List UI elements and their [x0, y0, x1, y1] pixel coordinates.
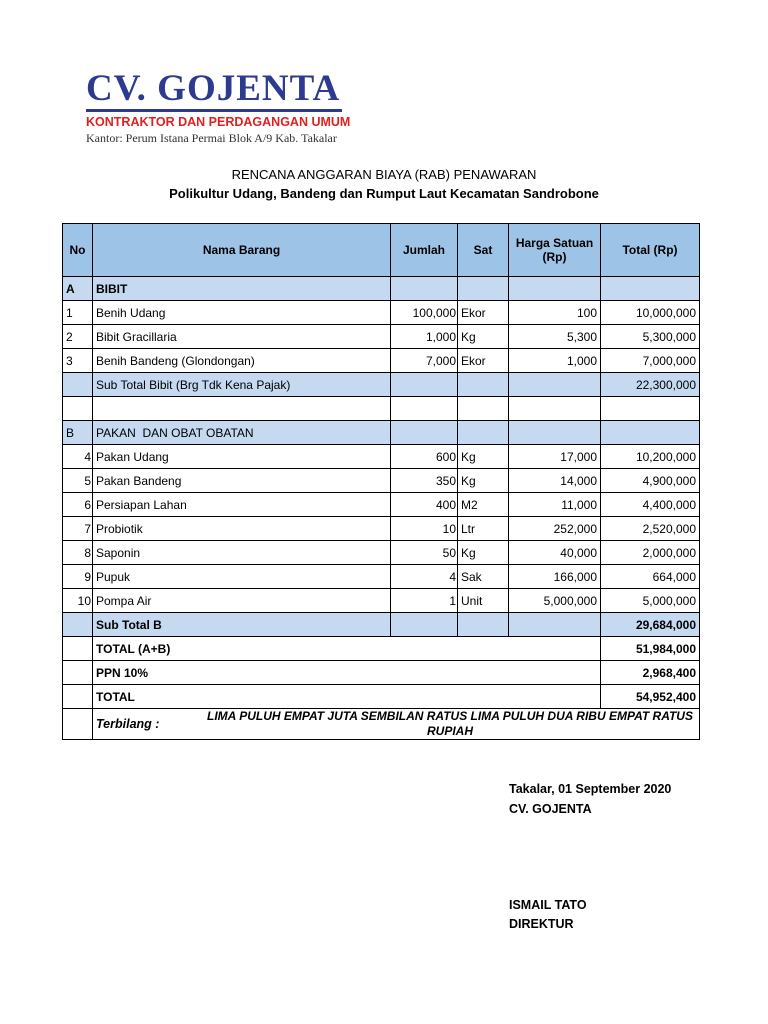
- ppn-label: PPN 10%: [93, 661, 601, 685]
- table-row: [63, 517, 700, 541]
- cell-harga: 5,000,000: [509, 589, 601, 613]
- table-row: [63, 565, 700, 589]
- section-code: A: [63, 277, 93, 301]
- cell-total: 4,400,000: [601, 493, 700, 517]
- header-sat: Sat: [458, 224, 509, 277]
- header-no: No: [63, 224, 93, 277]
- cell-harga: 11,000: [509, 493, 601, 517]
- cell-jumlah: 4: [391, 565, 458, 589]
- cell-nama: Benih Udang: [93, 301, 391, 325]
- cell-no: 4: [63, 445, 93, 469]
- header-total: Total (Rp): [601, 224, 700, 277]
- header-jumlah: Jumlah: [391, 224, 458, 277]
- cell-harga: 5,300: [509, 325, 601, 349]
- cell-harga: 14,000: [509, 469, 601, 493]
- cell-nama: Pompa Air: [93, 589, 391, 613]
- cell-jumlah: 10: [391, 517, 458, 541]
- cell-total: 5,300,000: [601, 325, 700, 349]
- table-row: [63, 301, 700, 325]
- cell-sat: Ekor: [458, 349, 509, 373]
- total-ab-value: 51,984,000: [601, 637, 700, 661]
- table-header-row: [63, 224, 700, 277]
- subtotal-a-row: [63, 373, 700, 397]
- grand-total-row: [63, 685, 700, 709]
- grand-total-value: 54,952,400: [601, 685, 700, 709]
- cell-sat: Ltr: [458, 517, 509, 541]
- cell-no: 1: [63, 301, 93, 325]
- terbilang-label: Terbilang :: [96, 717, 160, 731]
- header-nama-barang: Nama Barang: [93, 224, 391, 277]
- cell-sat: Kg: [458, 445, 509, 469]
- grand-total-label: TOTAL: [93, 685, 601, 709]
- total-ab-row: [63, 637, 700, 661]
- terbilang-cell: [93, 709, 700, 740]
- rab-table: [62, 223, 700, 740]
- cell-nama: Bibit Gracillaria: [93, 325, 391, 349]
- header-harga-satuan: Harga Satuan (Rp): [509, 224, 601, 277]
- cell-jumlah: 600: [391, 445, 458, 469]
- cell-total: 7,000,000: [601, 349, 700, 373]
- subtotal-value: 22,300,000: [601, 373, 700, 397]
- cell-sat: Kg: [458, 325, 509, 349]
- section-label: BIBIT: [93, 277, 391, 301]
- table-row: [63, 325, 700, 349]
- cell-sat: Kg: [458, 541, 509, 565]
- terbilang-row: [63, 709, 700, 740]
- cell-harga: 166,000: [509, 565, 601, 589]
- cell-harga: 40,000: [509, 541, 601, 565]
- subtotal-label: Sub Total B: [93, 613, 391, 637]
- cell-jumlah: 50: [391, 541, 458, 565]
- empty-row: [63, 397, 700, 421]
- cell-sat: M2: [458, 493, 509, 517]
- company-address: Kantor: Perum Istana Permai Blok A/9 Kab. Takalar: [86, 131, 337, 145]
- total-ab-label: TOTAL (A+B): [93, 637, 601, 661]
- subtotal-b-row: [63, 613, 700, 637]
- company-logo: [86, 70, 356, 146]
- table-row: [63, 493, 700, 517]
- cell-total: 2,520,000: [601, 517, 700, 541]
- cell-no: 3: [63, 349, 93, 373]
- table-row: [63, 589, 700, 613]
- company-tagline: KONTRAKTOR DAN PERDAGANGAN UMUM: [86, 115, 351, 129]
- table-row: [63, 445, 700, 469]
- cell-no: 10: [63, 589, 93, 613]
- cell-total: 664,000: [601, 565, 700, 589]
- cell-nama: Benih Bandeng (Glondongan): [93, 349, 391, 373]
- signature-company: CV. GOJENTA: [509, 802, 592, 816]
- table-row: [63, 349, 700, 373]
- cell-jumlah: 1,000: [391, 325, 458, 349]
- document-subtitle: Polikultur Udang, Bandeng dan Rumput Laut Kecamatan Sandrobone: [169, 186, 599, 201]
- cell-no: 7: [63, 517, 93, 541]
- table-row: [63, 469, 700, 493]
- cell-jumlah: 350: [391, 469, 458, 493]
- cell-jumlah: 7,000: [391, 349, 458, 373]
- signature-place-date: Takalar, 01 September 2020: [509, 782, 672, 796]
- table-row: [63, 541, 700, 565]
- cell-total: 2,000,000: [601, 541, 700, 565]
- ppn-value: 2,968,400: [601, 661, 700, 685]
- cell-sat: Kg: [458, 469, 509, 493]
- cell-harga: 100: [509, 301, 601, 325]
- section-label: PAKAN DAN OBAT OBATAN: [93, 421, 391, 445]
- section-code: B: [63, 421, 93, 445]
- cell-sat: Unit: [458, 589, 509, 613]
- cell-no: 5: [63, 469, 93, 493]
- cell-harga: 252,000: [509, 517, 601, 541]
- subtotal-label: Sub Total Bibit (Brg Tdk Kena Pajak): [93, 373, 391, 397]
- cell-no: 8: [63, 541, 93, 565]
- logo-underline: [86, 109, 342, 112]
- cell-no: 9: [63, 565, 93, 589]
- document-title: RENCANA ANGGARAN BIAYA (RAB) PENAWARAN: [231, 167, 537, 182]
- cell-harga: 1,000: [509, 349, 601, 373]
- cell-sat: Ekor: [458, 301, 509, 325]
- cell-no: 2: [63, 325, 93, 349]
- cell-total: 5,000,000: [601, 589, 700, 613]
- cell-sat: Sak: [458, 565, 509, 589]
- cell-nama: Persiapan Lahan: [93, 493, 391, 517]
- ppn-row: [63, 661, 700, 685]
- cell-nama: Pakan Udang: [93, 445, 391, 469]
- company-name: CV. GOJENTA: [86, 68, 341, 109]
- cell-harga: 17,000: [509, 445, 601, 469]
- subtotal-value: 29,684,000: [601, 613, 700, 637]
- cell-jumlah: 1: [391, 589, 458, 613]
- cell-no: 6: [63, 493, 93, 517]
- cell-jumlah: 400: [391, 493, 458, 517]
- cell-total: 10,200,000: [601, 445, 700, 469]
- cell-nama: Probiotik: [93, 517, 391, 541]
- cell-nama: Saponin: [93, 541, 391, 565]
- cell-nama: Pakan Bandeng: [93, 469, 391, 493]
- signature-name: ISMAIL TATO: [509, 898, 587, 912]
- terbilang-text: LIMA PULUH EMPAT JUTA SEMBILAN RATUS LIMA PULUH DUA RIBU EMPAT RATUS RUPIAH: [207, 709, 693, 738]
- cell-nama: Pupuk: [93, 565, 391, 589]
- signature-position: DIREKTUR: [509, 917, 574, 931]
- cell-total: 10,000,000: [601, 301, 700, 325]
- cell-total: 4,900,000: [601, 469, 700, 493]
- section-b-row: [63, 421, 700, 445]
- section-a-row: [63, 277, 700, 301]
- cell-jumlah: 100,000: [391, 301, 458, 325]
